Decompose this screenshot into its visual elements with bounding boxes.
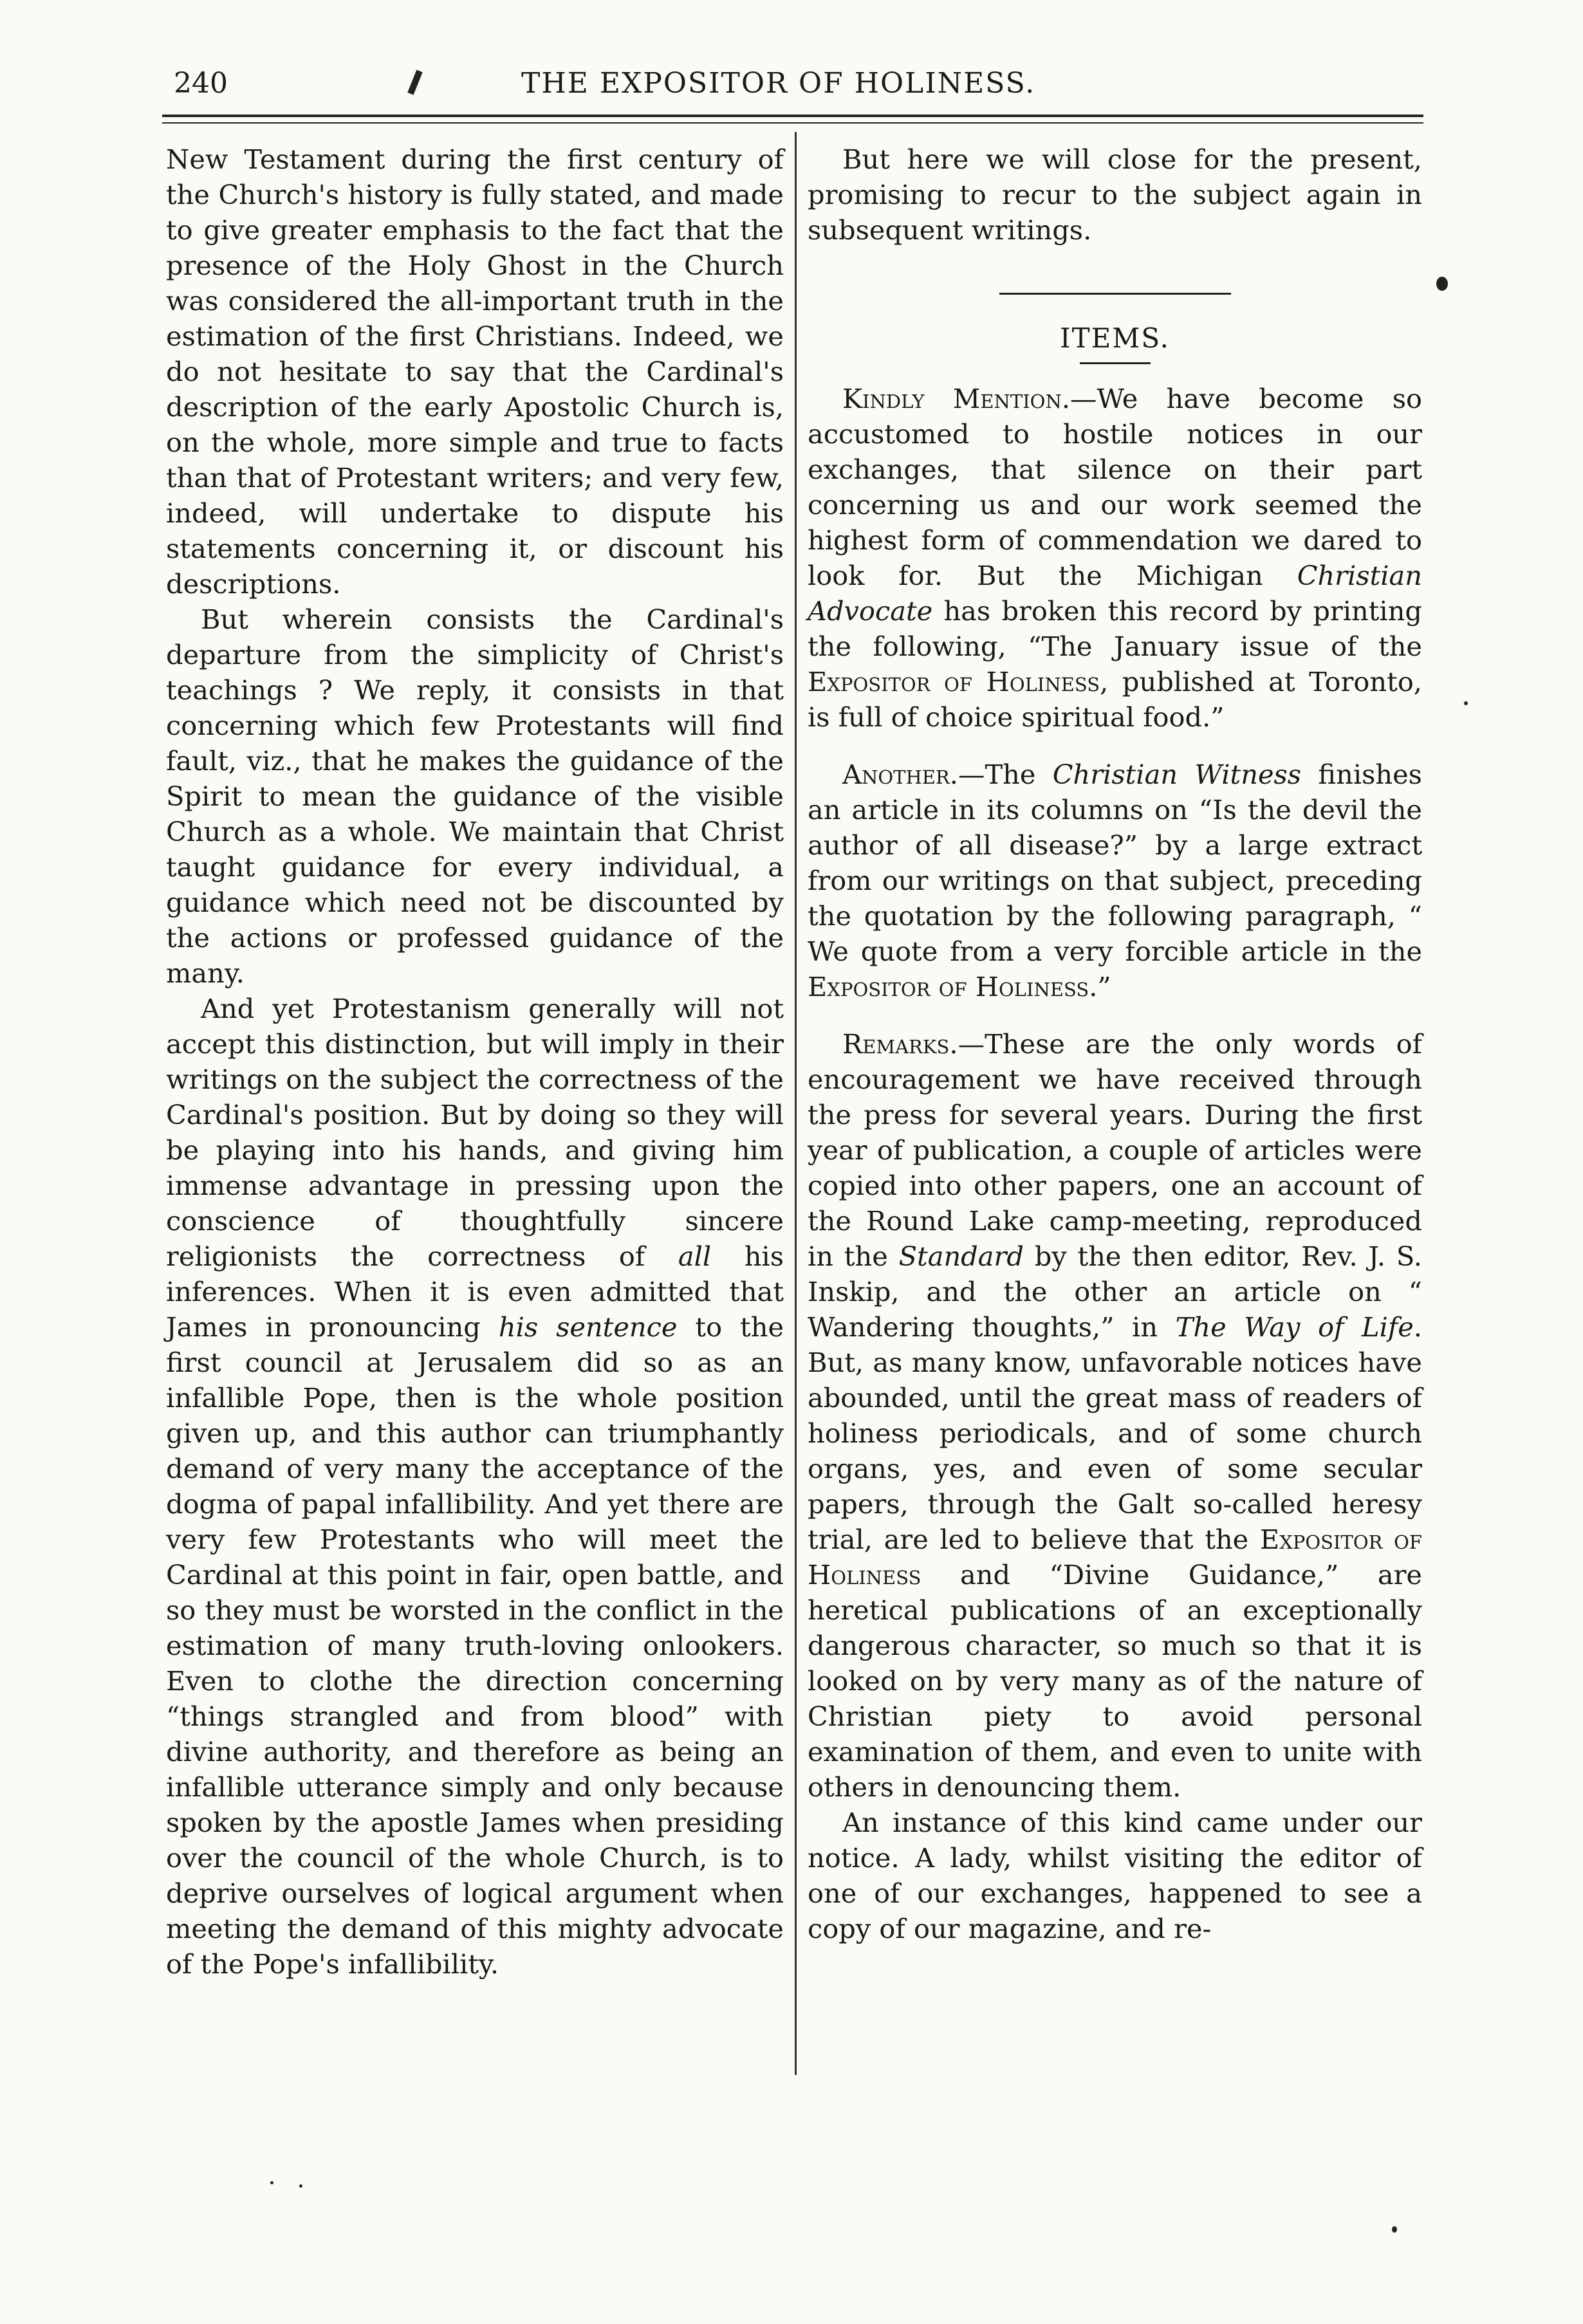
ink-speck xyxy=(1392,2226,1397,2233)
running-title: THE EXPOSITOR OF HOLINESS. xyxy=(521,67,1036,100)
text-run: by the then editor, Rev. J. S. Inskip, and the other an article on “ Wandering thoughts,” in xyxy=(808,1240,1422,1343)
paragraph: But wherein consists the Cardinal's departure from the simplicity of Christ's teachings ? We reply, it consists in that concerning which few Protestants will find fault, viz., that he makes the guidance of the Spirit to mean the guidance of the visible Church as a whole. We maintain that Christ taught guidance for every individual, a guidance which need not be discounted by the actions or professed guidance of the many. xyxy=(166,604,784,989)
item-paragraph xyxy=(808,757,1422,1004)
emphasis: Christian Witness xyxy=(1052,759,1302,790)
text-run: finishes an article in its columns on “Is the devil the author of all disease?” by a large extract from our writings on that subject, preceding the quotation by the following paragraph, “ We quote from a very forcible article in the xyxy=(808,759,1422,967)
ink-speck xyxy=(1464,701,1468,705)
emphasis: The Way of Life xyxy=(1175,1311,1414,1343)
item-title: Another. xyxy=(842,759,958,790)
header-rule xyxy=(162,115,1423,117)
ink-speck xyxy=(299,2184,302,2188)
emphasis: his sentence xyxy=(498,1311,678,1343)
item-title: Kindly Mention. xyxy=(842,383,1071,414)
spacer xyxy=(808,1004,1422,1026)
item-paragraph xyxy=(808,1026,1422,1805)
small-caps: Expositor of Holiness xyxy=(808,666,1100,697)
text-run: his inferences. When it is even admitted that James in pronouncing xyxy=(166,1240,784,1343)
left-column xyxy=(166,142,784,1982)
right-column xyxy=(808,142,1422,1946)
small-caps: Expositor of Holiness xyxy=(808,971,1089,1002)
text-run: —The xyxy=(958,759,1036,790)
spacer xyxy=(808,735,1422,757)
paragraph: New Testament during the first century of the Church's history is fully stated, and made to give greater emphasis to the fact that the presence of the Holy Ghost in the Church was considered the all-important truth in the estimation of the first Christians. Indeed, we do not hesitate to say that the Cardinal's description of the early Apostolic Church is, on the whole, more simple and true to facts than that of Protestant writers; and very few, indeed, will undertake to dispute his statements concerning it, or discount his descriptions. xyxy=(166,143,784,600)
paragraph: An instance of this kind came under our notice. A lady, whilst visiting the editor of one of our exchanges, happened to see a copy of our magazine, and re- xyxy=(808,1807,1422,1944)
ink-speck xyxy=(1436,277,1448,291)
header-rule-thin xyxy=(162,122,1423,124)
emphasis: Standard xyxy=(898,1240,1024,1272)
text-run: has broken this record by printing the following, “The January issue of the xyxy=(808,595,1422,662)
page-number: 240 xyxy=(174,67,228,100)
text-run: . But, as many know, unfavorable notices have abounded, until the great mass of readers of holiness periodicals, and of some church organs, yes, and even of some secular papers, through the Galt so-called heresy trial, are led to believe that the xyxy=(808,1311,1422,1555)
text-run: .” xyxy=(1089,971,1111,1002)
section-rule xyxy=(999,293,1231,295)
emphasis: Christian Advocate xyxy=(808,560,1422,627)
section-heading: ITEMS. xyxy=(1060,322,1170,354)
text-run: to the first council at Jerusalem did so as an infallible Pope, then is the whole position given up, and this author can triumphantly demand of very many the acceptance of the dogma of papal infallibility. And yet there are very few Protestants who will meet the Cardinal at this point in fair, open battle, and so they must be worsted in the conflict in the estimation of many truth-loving onlookers. Even to clothe the direction concerning “things strangled and from blood” with divine authority, and therefore as being an infallible utterance simply and only because spoken by the apostle James when presiding over the council of the whole Church, is to deprive ourselves of logical argument when meeting the demand of this mighty advocate of the Pope's infallibility. xyxy=(166,1311,784,1980)
heading-rule xyxy=(1080,362,1151,364)
small-caps: Expositor of Holiness xyxy=(808,1524,1422,1591)
item-title: Remarks. xyxy=(842,1028,958,1060)
text-run: —We have become so accustomed to hostile notices in our exchanges, that silence on their part concerning us and our work seemed the highest form of commendation we dared to look for. But the Michigan xyxy=(808,383,1422,591)
ink-mark xyxy=(407,70,423,95)
ink-speck xyxy=(270,2181,273,2184)
item-paragraph xyxy=(808,381,1422,735)
text-run: and “Divine Guidance,” are heretical publications of an exceptionally dangerous character, so much so that it is looked on by very many as of the nature of Christian piety to avoid personal examination of them, and even to unite with others in denouncing them. xyxy=(808,1559,1422,1803)
text-run: —These are the only words of encouragement we have received through the press for several years. During the first year of publication, a couple of articles were copied into other papers, one an account of the Round Lake camp-meeting, reproduced in the xyxy=(808,1028,1422,1272)
paragraph: But here we will close for the present, promising to recur to the subject again in subsequent writings. xyxy=(808,143,1422,246)
column-divider xyxy=(795,132,797,2075)
paragraph xyxy=(166,991,784,1982)
text-run: , published at Toronto, is full of choice spiritual food.” xyxy=(808,666,1423,733)
emphasis: all xyxy=(678,1240,712,1272)
page-header xyxy=(174,61,1435,106)
text-run: And yet Protestanism generally will not accept this distinction, but will imply in their writings on the subject the correctness of the Cardinal's position. But by doing so they will be playing into his hands, and giving him immense advantage in pressing upon the conscience of thoughtfully sincere religionists the correctness of xyxy=(166,993,784,1272)
